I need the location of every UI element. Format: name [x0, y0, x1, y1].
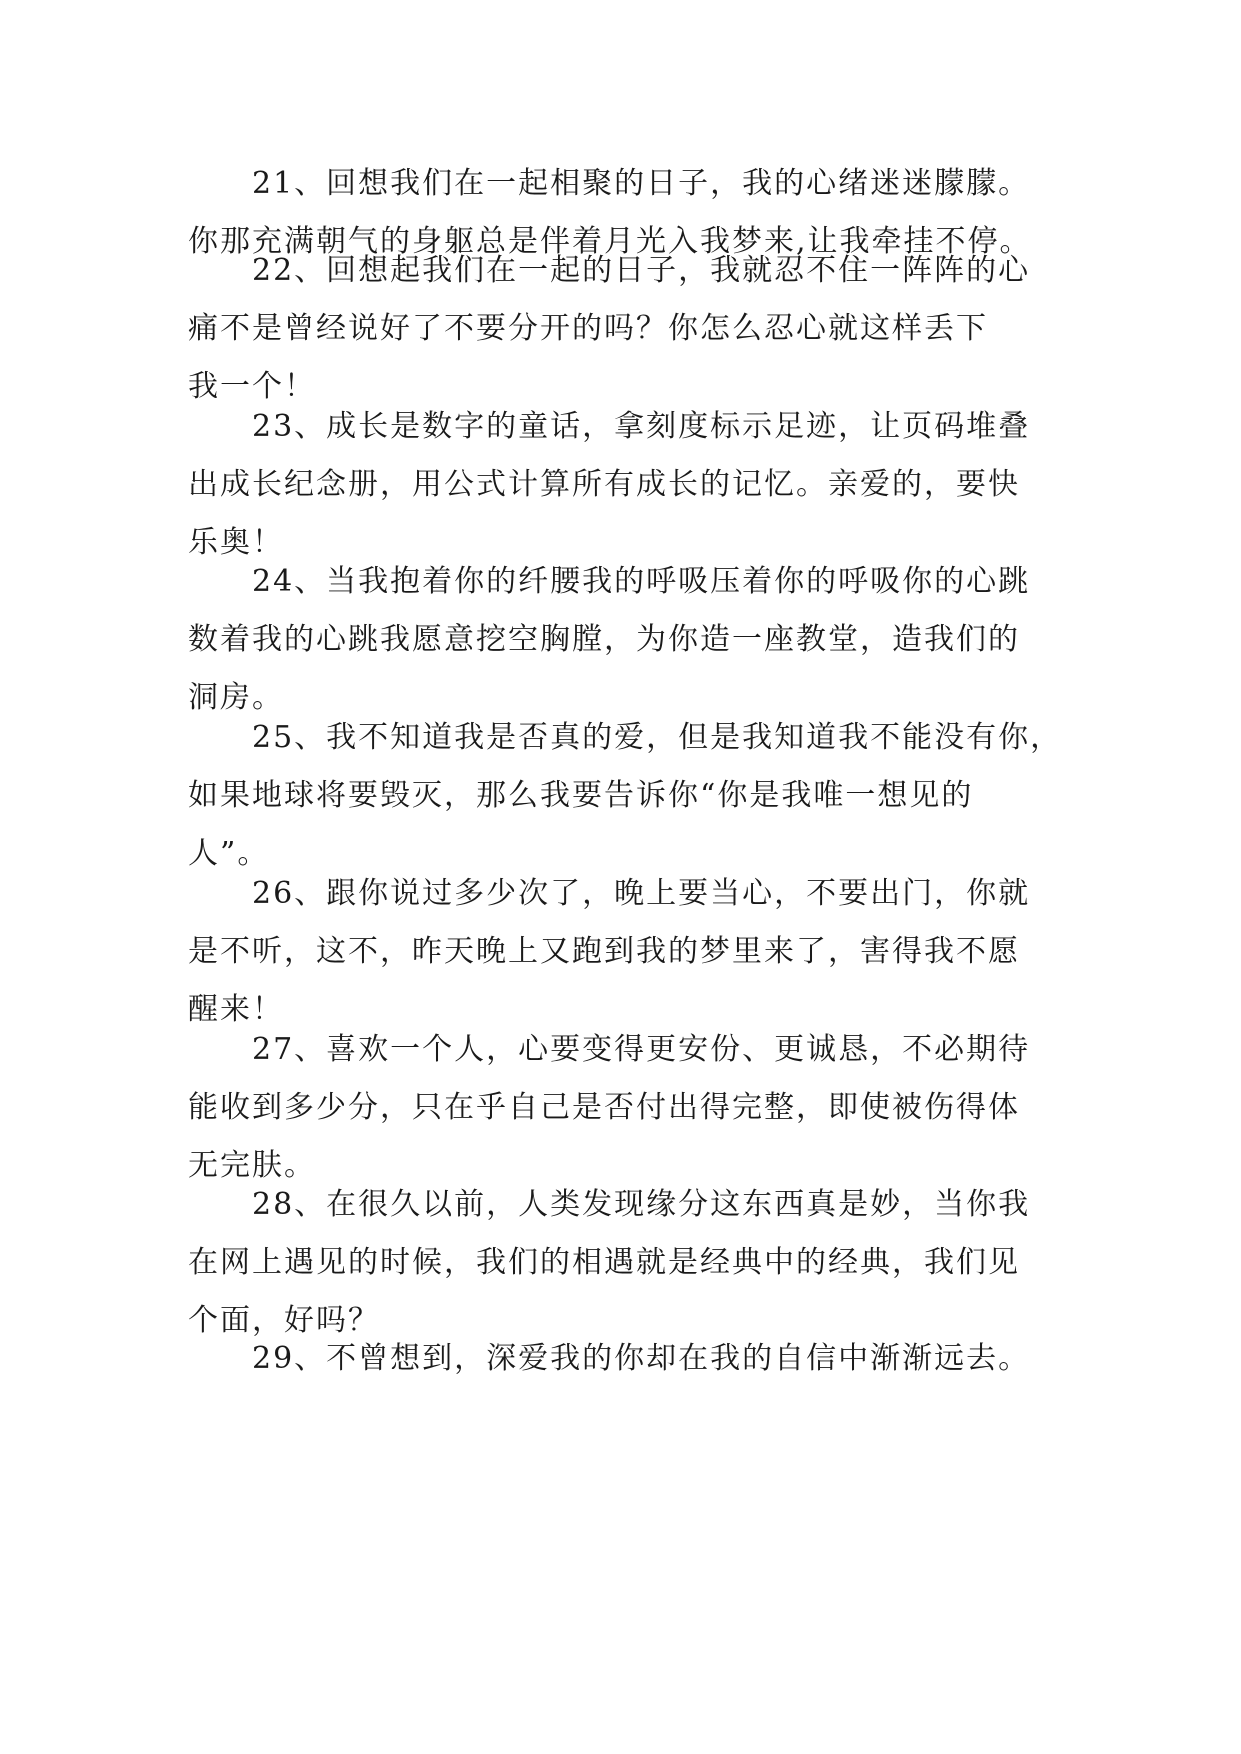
paragraph-line: 乐奥！	[188, 525, 284, 560]
paragraph-line: 在网上遇见的时候，我们的相遇就是经典中的经典，我们见	[188, 1245, 1020, 1280]
paragraph-22	[188, 242, 1068, 416]
paragraph-line: 醒来！	[188, 992, 284, 1027]
paragraph-line: 27、喜欢一个人，心要变得更安份、更诚恳，不必期待	[252, 1032, 1031, 1067]
paragraph-29	[188, 1330, 1068, 1388]
paragraph-line: 痛不是曾经说好了不要分开的吗？你怎么忍心就这样丢下	[188, 311, 988, 346]
paragraph-23	[188, 398, 1068, 572]
paragraph-line: 如果地球将要毁灭，那么我要告诉你“你是我唯一想见的	[188, 778, 974, 813]
paragraph-line: 能收到多少分，只在乎自己是否付出得完整，即使被伤得体	[188, 1090, 1020, 1125]
paragraph-line: 洞房。	[188, 680, 284, 715]
paragraph-24	[188, 553, 1068, 727]
paragraph-line: 29、不曾想到，深爱我的你却在我的自信中渐渐远去。	[252, 1341, 1031, 1376]
paragraph-line: 21、回想我们在一起相聚的日子，我的心绪迷迷朦朦。	[252, 166, 1031, 201]
paragraph-line: 你那充满朝气的身躯总是伴着月光入我梦来,让我牵挂不停。	[188, 224, 1032, 259]
paragraph-line: 出成长纪念册，用公式计算所有成长的记忆。亲爱的，要快	[188, 467, 1020, 502]
paragraph-line: 无完肤。	[188, 1148, 316, 1183]
paragraph-line: 26、跟你说过多少次了，晚上要当心，不要出门，你就	[252, 876, 1031, 911]
paragraph-28	[188, 1176, 1068, 1350]
paragraph-line: 24、当我抱着你的纤腰我的呼吸压着你的呼吸你的心跳	[252, 564, 1031, 599]
paragraph-26	[188, 865, 1068, 1039]
paragraph-25	[188, 709, 1068, 883]
paragraph-line: 28、在很久以前，人类发现缘分这东西真是妙，当你我	[252, 1187, 1031, 1222]
paragraph-line: 25、我不知道我是否真的爱，但是我知道我不能没有你，	[252, 720, 1063, 755]
paragraph-line: 22、回想起我们在一起的日子，我就忍不住一阵阵的心	[252, 253, 1031, 288]
paragraph-27	[188, 1021, 1068, 1195]
paragraph-line: 是不听，这不，昨天晚上又跑到我的梦里来了，害得我不愿	[188, 934, 1020, 969]
paragraph-line: 个面，好吗？	[188, 1303, 380, 1338]
paragraph-line: 数着我的心跳我愿意挖空胸膛，为你造一座教堂，造我们的	[188, 622, 1020, 657]
paragraph-line: 23、成长是数字的童话，拿刻度标示足迹，让页码堆叠	[252, 409, 1031, 444]
paragraph-line: 我一个！	[188, 369, 316, 404]
paragraph-line: 人”。	[188, 836, 270, 871]
